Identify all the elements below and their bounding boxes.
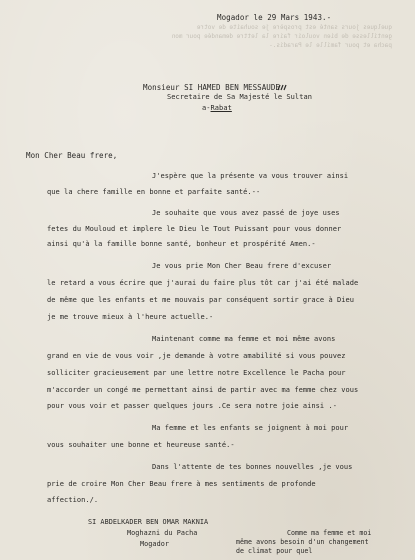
ghost-line: gentillesse de bien vouloir faire la lettre demandée pour mon: [171, 33, 392, 40]
greeting: Mon Cher Beau frere,: [26, 151, 118, 160]
body-line: Je vous prie Mon Cher Beau frere d'excuser: [152, 262, 332, 270]
body-line: vous souhaiter une bonne et heureuse santé.-: [47, 441, 235, 449]
signature-position: Moghazni du Pacha: [127, 529, 198, 537]
body-line: le retard a vous écrire que j'aurai du faire plus tôt car j'ai été malade: [47, 279, 359, 287]
body-line: ainsi qu'à la famille bonne santé, bonheur et prospérité Amen.-: [47, 240, 316, 248]
body-line: grand en vie de vous voir ,je demande à votre amabilité si vous pouvez: [47, 352, 346, 360]
postscript-line: même avons besoin d'un changement: [236, 538, 369, 546]
letter-date: Mogador le 29 Mars 1943.-: [217, 13, 332, 22]
body-line: J'espère que la présente va vous trouver ainsi: [152, 172, 349, 180]
postscript-line: de climat pour quel: [236, 547, 313, 555]
body-line: fetes du Mouloud et implere le Dieu le Tout Puissant pour vous donner: [47, 225, 342, 233]
body-line: affection./.: [47, 496, 99, 504]
recipient-city: [202, 104, 232, 113]
bleed-through-text: [22, 24, 392, 51]
body-line: Dans l'attente de tes bonnes nouvelles ,je vous: [152, 463, 353, 471]
body-line: Je souhaite que vous avez passé de joye uses: [152, 209, 340, 217]
body-line: Ma femme et les enfants se joignent à moi pour: [152, 424, 349, 432]
recipient-city-name: Rabat: [210, 104, 232, 112]
ghost-line: pacha et pour famille le Paradis.-: [269, 42, 392, 49]
postscript-line: Comme ma femme et moi: [287, 529, 372, 537]
recipient-title: Secretaire de Sa Majesté le Sultan: [167, 93, 312, 101]
signature-name: SI ABDELKADER BEN OMAR MAKNIA: [88, 518, 209, 526]
ink-mark-icon: [277, 84, 287, 92]
recipient-name: Monsieur SI HAMED BEN MESSAUDE: [143, 83, 280, 92]
body-line: de même que les enfants et me mouvais par conséquent sortir grace à Dieu: [47, 296, 355, 304]
ghost-line: quelques jours santé est prospère je souhaite de votre: [196, 24, 392, 31]
body-line: je me trouve mieux à l'heure actuelle.-: [47, 313, 214, 321]
body-line: Maintenant comme ma femme et moi même avons: [152, 335, 336, 343]
recipient-city-prefix: a-: [202, 104, 211, 112]
body-line: solliciter gracieusement par une lettre notre Excellence le Pacha pour: [47, 369, 346, 377]
signature-city: Mogador: [140, 540, 169, 548]
body-line: que la chere famille en bonne et parfaite santé.--: [47, 188, 261, 196]
body-line: pour vous voir et passer quelques jours .Ce sera notre joie ainsi .-: [47, 402, 337, 410]
body-line: m'accorder un congé me permettant ainsi de partir avec ma femme chez vous: [47, 386, 359, 394]
body-line: prie de croire Mon Cher Beau frere à mes sentiments de profonde: [47, 480, 316, 488]
